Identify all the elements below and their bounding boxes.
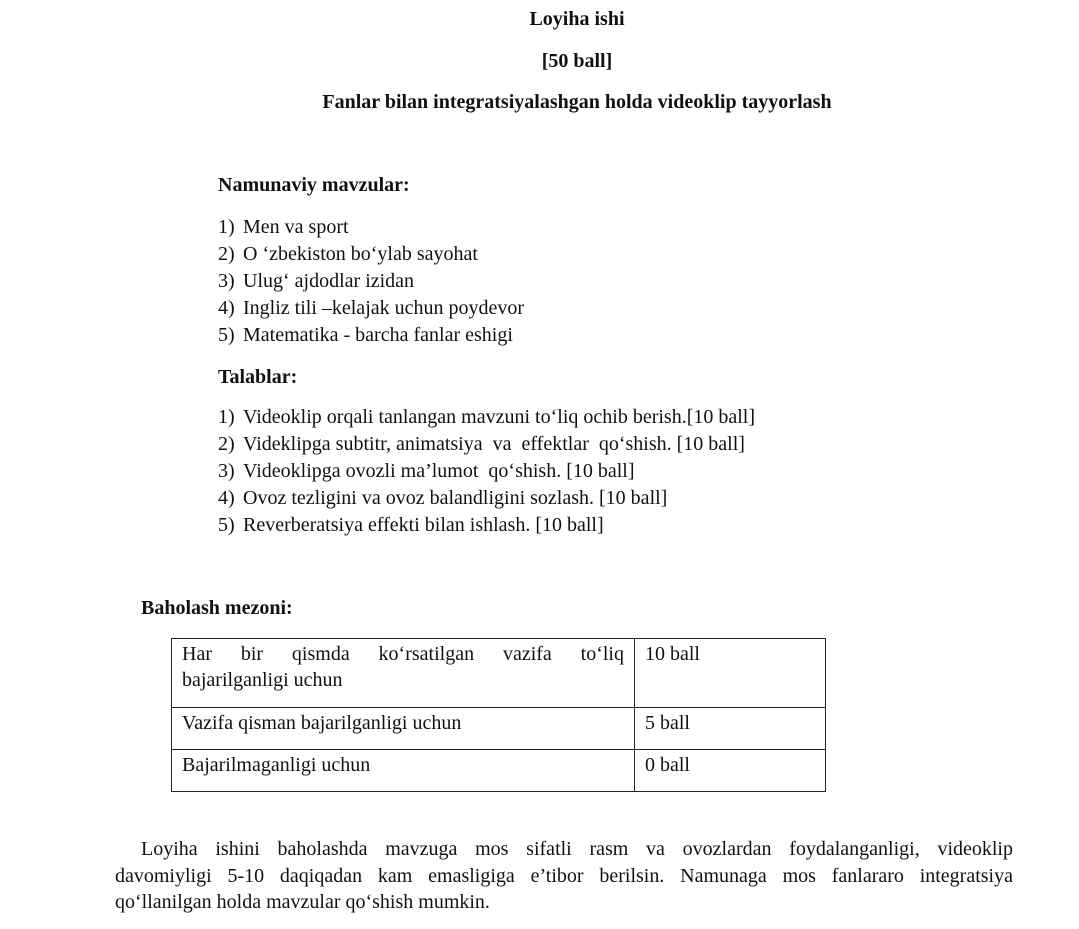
table-row — [172, 708, 826, 750]
list-item: 5) Reverberatsiya effekti bilan ishlash. [10 ball] — [218, 514, 604, 536]
list-item: 1) Men va sport — [218, 216, 349, 238]
criteria-table — [171, 638, 826, 792]
requirements-list — [218, 404, 755, 539]
list-item: 3) Videoklipga ovozli ma’lumot qo‘shish. [10 ball] — [218, 460, 635, 482]
topics-list — [218, 214, 524, 349]
criteria-score: 5 ball — [635, 708, 826, 750]
list-item: 4) Ovoz tezligini va ovoz balandligini sozlash. [10 ball] — [218, 487, 668, 509]
list-item: 5) Matematika - barcha fanlar eshigi — [218, 324, 513, 346]
table-row — [172, 750, 826, 792]
document-title: Loyiha ishi — [529, 8, 625, 30]
evaluation-note — [115, 836, 1013, 916]
table-row — [172, 639, 826, 708]
list-item: 2) O ‘zbekiston bo‘ylab sayohat — [218, 243, 478, 265]
requirements-heading: Talablar: — [218, 366, 298, 388]
criteria-description: Har bir qismda ko‘rsatilgan vazifa to‘liq bajarilganligi uchun — [172, 639, 635, 708]
total-points: [50 ball] — [541, 50, 613, 72]
list-item: 4) Ingliz tili –kelajak uchun poydevor — [218, 297, 525, 319]
criteria-score: 10 ball — [635, 639, 826, 708]
note-line: qo‘llanilgan holda mavzular qo‘shish mumkin. — [115, 891, 490, 913]
criteria-score: 0 ball — [635, 750, 826, 792]
list-item: 1) Videoklip orqali tanlangan mavzuni to‘liq ochib berish.[10 ball] — [218, 406, 756, 428]
note-line: davomiyligi 5-10 daqiqadan kam emasligiga e’tibor berilsin. Namunaga mos fanlararo integratsiya — [115, 864, 1013, 887]
criteria-description: Vazifa qisman bajarilganligi uchun — [172, 708, 635, 750]
criteria-heading: Baholash mezoni: — [141, 597, 293, 619]
list-item: 3) Ulug‘ ajdodlar izidan — [218, 270, 415, 292]
topics-heading: Namunaviy mavzular: — [218, 174, 410, 196]
list-item: 2) Videklipga subtitr, animatsiya va effektlar qo‘shish. [10 ball] — [218, 433, 745, 455]
criteria-description: Bajarilmaganligi uchun — [172, 750, 635, 792]
note-line: Loyiha ishini baholashda mavzuga mos sifatli rasm va ovozlardan foydalanganligi, videoklip — [141, 838, 1013, 860]
document-subtitle: Fanlar bilan integratsiyalashgan holda videoklip tayyorlash — [322, 91, 832, 113]
